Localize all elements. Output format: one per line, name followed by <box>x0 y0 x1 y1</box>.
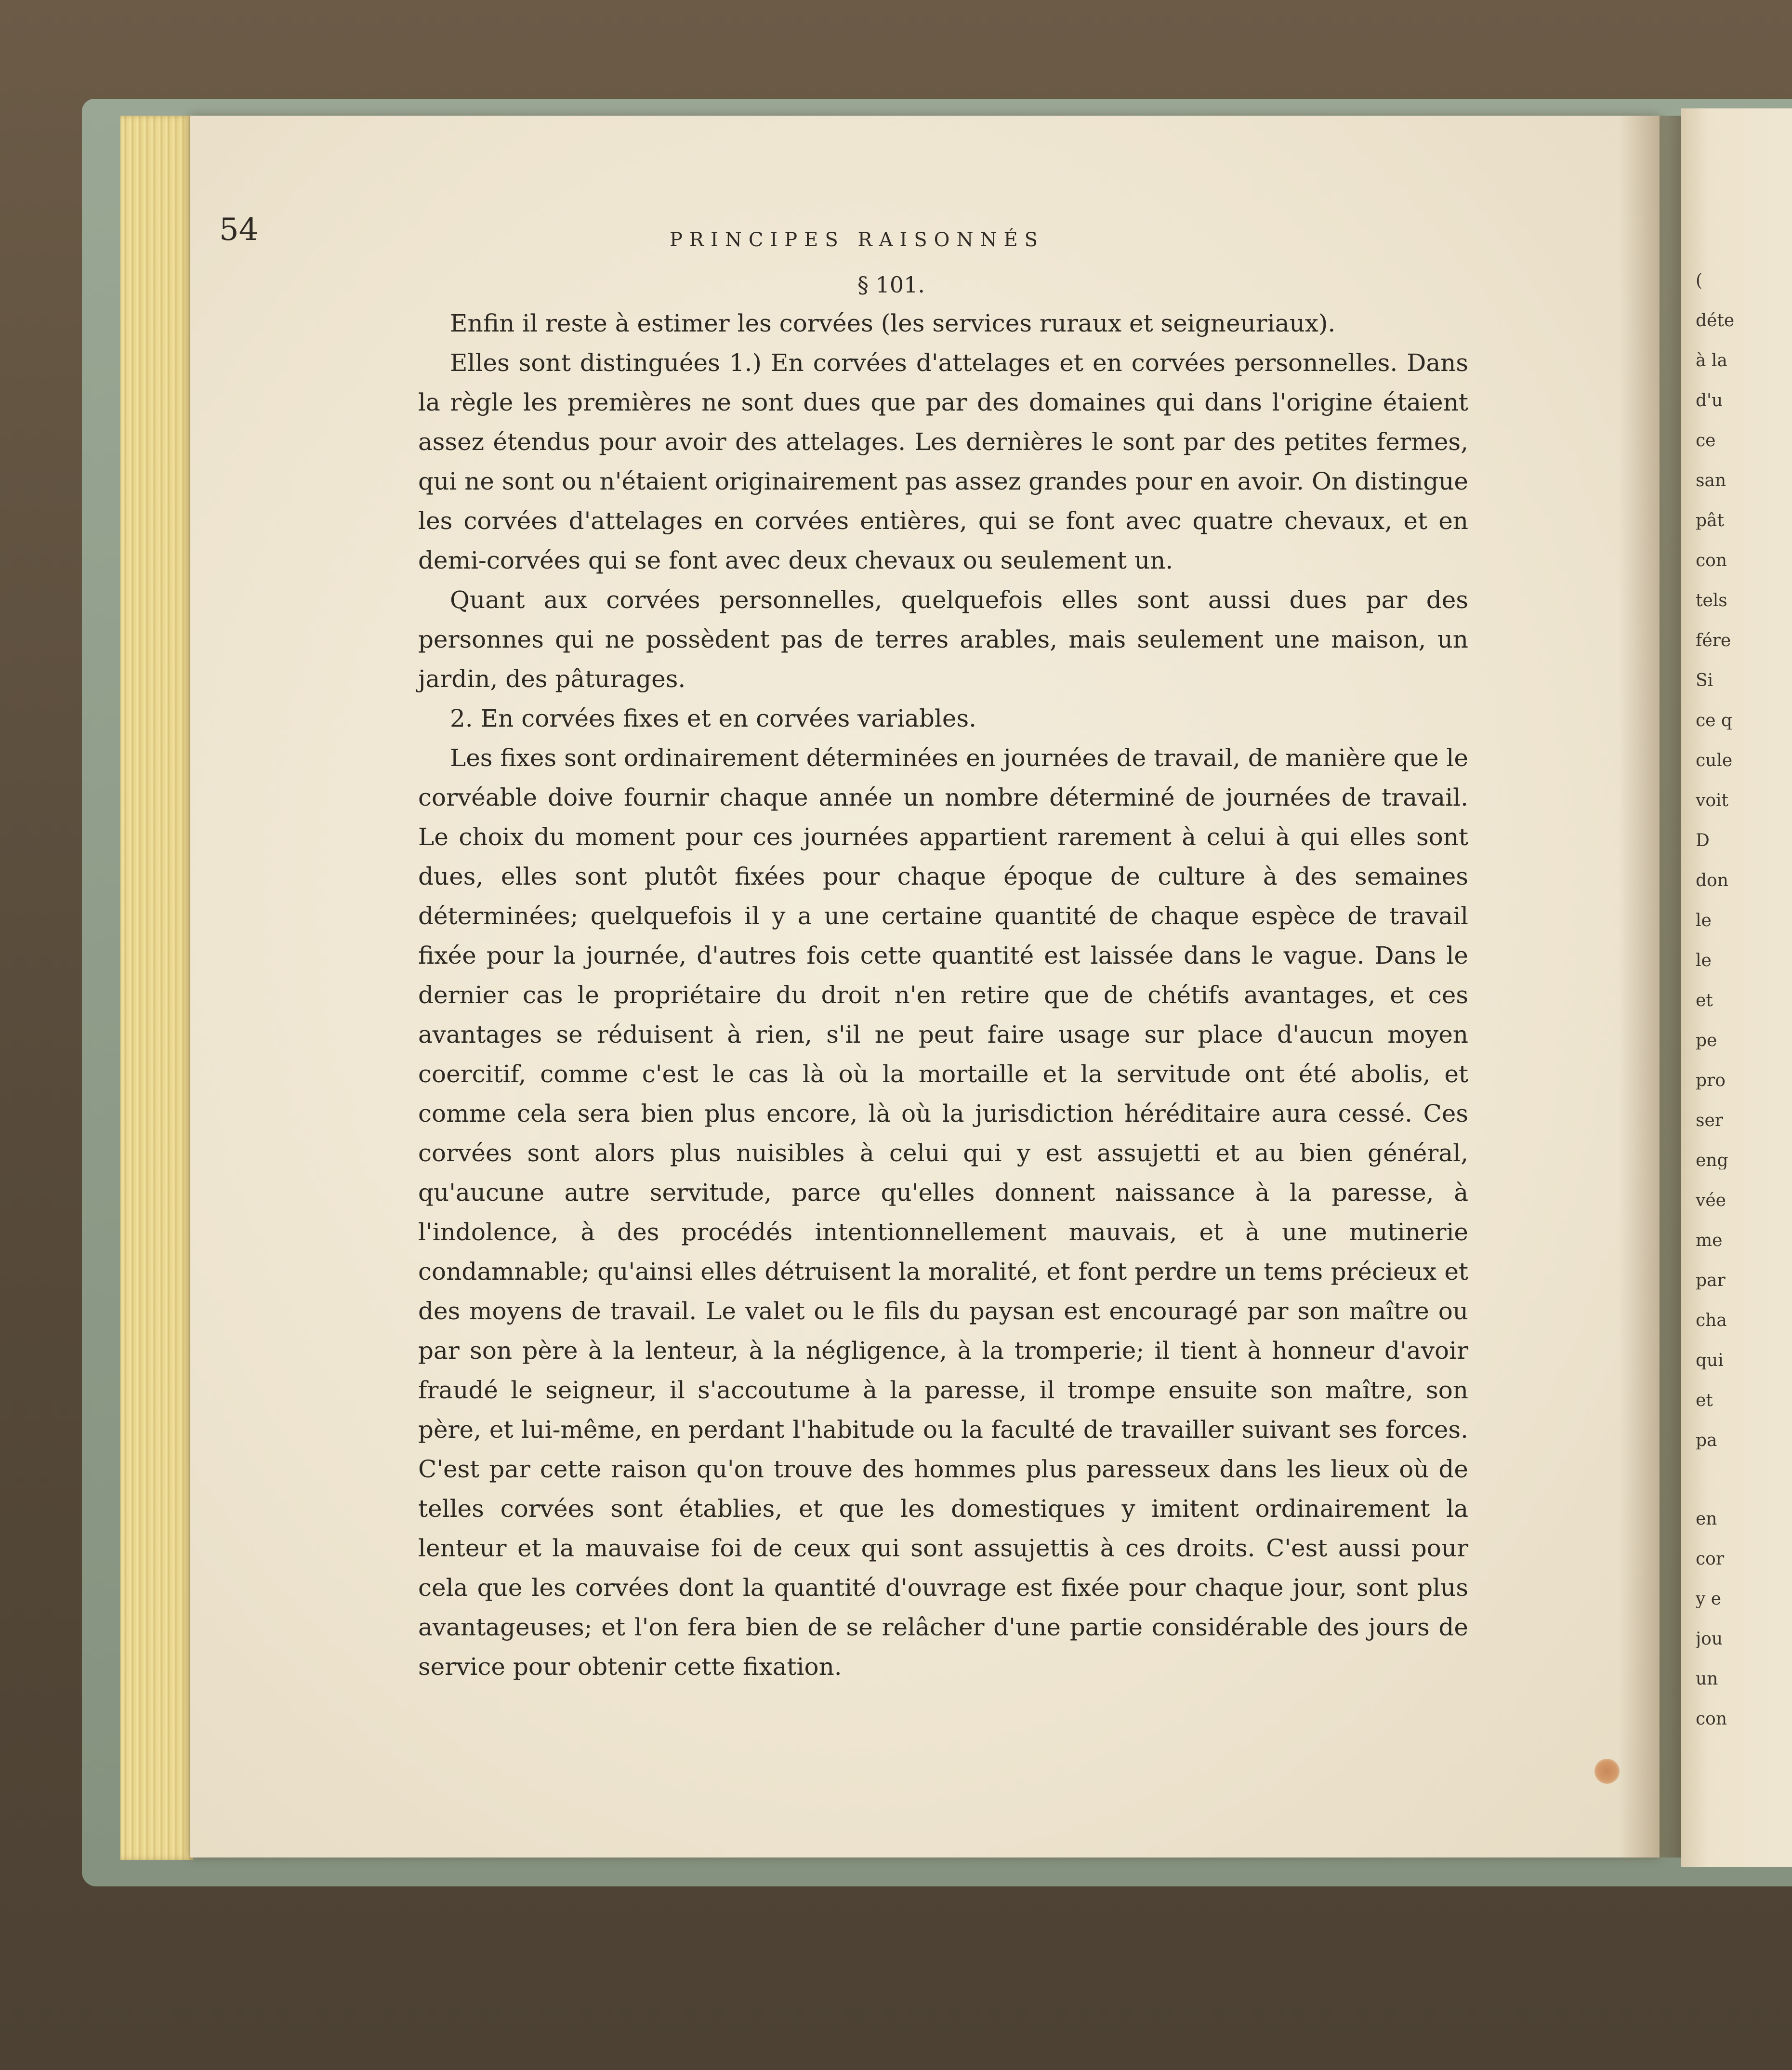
facing-page-fragment: cor <box>1696 1551 1725 1568</box>
section-heading: § 101. <box>857 272 925 298</box>
facing-page-fragment: pe <box>1696 1032 1717 1049</box>
facing-page-fragment: y e <box>1696 1591 1722 1608</box>
facing-page-fragment: pât <box>1696 512 1724 530</box>
facing-page-fragment: me <box>1696 1232 1723 1249</box>
facing-page-fragment: par <box>1696 1272 1726 1289</box>
facing-page-fragment: cule <box>1696 752 1733 770</box>
paragraph: Enfin il reste à estimer les corvées (les services ruraux et seigneuriaux). <box>450 309 1336 337</box>
paragraph: Quant aux corvées personnelles, quelquefois elles sont aussi dues par des personnes qui ne possèdent pas de terres arables, mais seulement une maison, un jardin, des pâturages. <box>418 586 1468 693</box>
facing-page-fragment: ce <box>1696 432 1716 450</box>
facing-page-fragment: jou <box>1696 1631 1723 1648</box>
facing-page-fragment: pa <box>1696 1432 1717 1449</box>
facing-page-fragment: cha <box>1696 1312 1727 1329</box>
book-gutter <box>1619 116 1686 1858</box>
facing-page-fragment: ( <box>1696 272 1703 290</box>
paragraph: Les fixes sont ordinairement déterminées en journées de travail, de manière que le corvéable doive fournir chaque année un nombre déterminé de journées de travail. Le choix du moment pour ces journées appartient rarement à celui à qui elles sont dues, elles sont plutôt fixées pour chaque époque de culture à des semaines déterminées; quelquefois il y a une certaine quantité de chaque espèce de travail fixée pour la journée, d'autres fois cette quantité est laissée dans le vague. Dans le dernier cas le propriétaire du droit n'en retire que de chétifs avantages, et ces avantages se réduisent à rien, s'il ne peut faire usage sur place d'aucun moyen coercitif, comme c'est le cas là où la mortaille et la servitude ont été abolis, et comme cela sera bien plus encore, là où la jurisdiction héréditaire aura cessé. Ces corvées sont alors plus nuisibles à celui qui y est assujetti et au bien général, qu'aucune autre servitude, parce qu'elles donnent naissance à la paresse, à l'indolence, à des procédés intentionnellement mauvais, et à une mutinerie condamnable; qu'ainsi elles détruisent la moralité, et font perdre un tems précieux et des moyens de travail. Le valet ou le fils du paysan est encouragé par son maître ou par son père à la lenteur, à la négligence, à la tromperie; il tient à honneur d'avoir fraudé le seigneur, il s'accoutume à la paresse, il trompe ensuite son maître, son père, et lui-même, en perdant l'habitude ou la faculté de travailler suivant ses forces. C'est par cette raison qu'on trouve des hommes plus paresseux dans les lieux où de telles corvées sont établies, et que les domestiques y imitent ordinairement la lenteur et la mauvaise foi de ceux qui sont assujettis à ces droits. C'est aussi pour cela que les corvées dont la quantité d'ouvrage est fixée pour chaque jour, sont plus avantageuses; et l'on fera bien de se relâcher d'une partie considérable des jours de service pour obtenir cette fixation. <box>418 744 1468 1681</box>
page-body <box>418 304 1468 1686</box>
facing-page-fragment: et <box>1696 1392 1713 1409</box>
facing-page-fragment: en <box>1696 1511 1717 1528</box>
facing-page-fragment: et <box>1696 992 1713 1009</box>
facing-page-fragment: con <box>1696 1711 1727 1728</box>
facing-page-fragment: eng <box>1696 1152 1728 1169</box>
facing-page-fragment: qui <box>1696 1352 1724 1369</box>
facing-page-fragment: pro <box>1696 1072 1726 1089</box>
running-head: PRINCIPES RAISONNÉS <box>670 229 1045 251</box>
page-edges <box>120 116 193 1860</box>
facing-page-fragment: un <box>1696 1671 1718 1688</box>
facing-page <box>1681 108 1792 1867</box>
facing-page-fragment: le <box>1696 952 1712 969</box>
facing-page-fragment: san <box>1696 472 1726 490</box>
facing-page-fragment: D <box>1696 832 1710 849</box>
facing-page-fragment: don <box>1696 872 1728 889</box>
paragraph: Elles sont distinguées 1.) En corvées d'attelages et en corvées personnelles. Dans la règle les premières ne sont dues que par des domaines qui dans l'origine étaient assez étendus pour avoir des attelages. Les dernières le sont par des petites fermes, qui ne sont ou n'étaient originairement pas assez grandes pour en avoir. On distingue les corvées d'attelages en corvées entières, qui se font avec quatre chevaux, et en demi-corvées qui se font avec deux chevaux ou seulement un. <box>418 349 1468 574</box>
facing-page-fragment: vée <box>1696 1192 1726 1209</box>
facing-page-fragment: ser <box>1696 1112 1723 1129</box>
facing-page-fragment: fére <box>1696 632 1731 650</box>
facing-page-fragment: tels <box>1696 592 1727 610</box>
paper-stain <box>1594 1759 1620 1784</box>
facing-page-fragment: à la <box>1696 352 1727 370</box>
facing-page-fragment: déte <box>1696 312 1735 330</box>
page-number: 54 <box>219 212 259 248</box>
facing-page-fragment: le <box>1696 912 1712 929</box>
facing-page-fragment: con <box>1696 552 1727 570</box>
facing-page-fragment: ce q <box>1696 712 1732 730</box>
facing-page-fragment: voit <box>1696 792 1728 809</box>
facing-page-fragment: Si <box>1696 672 1713 690</box>
paragraph: 2. En corvées fixes et en corvées variables. <box>450 704 977 732</box>
facing-page-fragment: d'u <box>1696 392 1723 410</box>
